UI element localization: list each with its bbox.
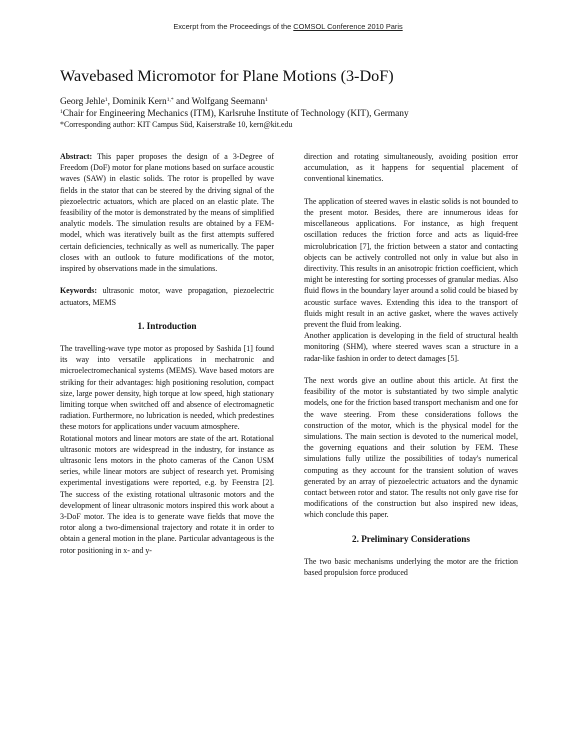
paragraph: The application of steered waves in elastic solids is not bounded to the present motor. Besides, there are innumerous ideas for miscellaneous applications. For instance, as high frequent oscillation reduces the friction force and acts as liquid-free microlubrication [7], the friction between a stator and contacting objects can be actively controlled not only in value but also in directivity. This results in an anisotropic friction coefficient, which might be interesting for sorting processes of granular medias. Also fluid flows in the boundary layer around a solid could be biased by acoustic surface waves. Extending this idea to the transport of fluids might result in an active gasket, where the waves actively prevent the fluid from leaking. — [304, 196, 518, 330]
author-affiliation-mark: 1 — [265, 97, 268, 103]
abstract — [60, 151, 274, 274]
paragraph: direction and rotating simultaneously, avoiding position error accumulation, as it happens for sequential placement of conventional kinematics. — [304, 152, 518, 184]
keywords-text: ultrasonic motor, wave propagation, piezoelectric actuators, MEMS — [60, 286, 274, 307]
author-name: Wolfgang Seemann — [191, 97, 266, 107]
author-name: Dominik Kern — [112, 97, 167, 107]
affiliation-text: Chair for Engineering Mechanics (ITM), Karlsruhe Institute of Technology (KIT), Germany — [62, 109, 409, 119]
affiliation-mark: 1 — [60, 109, 63, 115]
paragraph: The two basic mechanisms underlying the motor are the friction based propulsion force produced — [304, 556, 518, 578]
author-affiliation-mark: 1 — [104, 97, 108, 103]
section-heading-preliminary: 2. Preliminary Considerations — [352, 533, 470, 544]
proceedings-header — [0, 22, 576, 31]
section-heading-introduction: 1. Introduction — [137, 320, 197, 331]
author-separator: , — [107, 97, 113, 107]
paragraph: The next words give an outline about this article. At first the feasibility of the motor is substantiated by two simple analytic models, one for the friction based transport mechanism and one for the wave steering. From these considerations follows the construction of the motor, which is the physical model for the simulations. The main section is devoted to the numerical model, the governing equations and their solution by FEM. These simulations fully utilize the possibilities of today's numerical computing as they account for the transient solution of waves generated by an array of piezoelectric actuators and the dynamic contact between rotor and stator. The results not only gave rise for modifications of the construction but also inspired new ideas, which conclude this paper. — [304, 376, 518, 520]
right-column — [304, 151, 518, 578]
header-prefix: Excerpt from the Proceedings of the — [173, 22, 294, 31]
abstract-label: Abstract: — [60, 152, 93, 161]
conference-link[interactable]: COMSOL Conference 2010 Paris — [293, 22, 403, 31]
keywords — [60, 285, 274, 307]
affiliation — [60, 108, 540, 120]
paragraph: The travelling-wave type motor as proposed by Sashida [1] found its way into versatile applications in mechatronic and microelectromechanical systems (MEMS). Wave based motors are striking for their advantages: high positioning resolution, compact size, large power density, high torque at low speed, high stationary limiting torque when switched off and absence of electromagnetic radiation. Furthermore, no lubrication is needed, which predestines these motors for applications under vacuum atmosphere. — [60, 344, 274, 432]
paragraph: Another application is developing in the field of structural health monitoring (SHM), where steered waves scan a structure in a radar-like fashion in order to detect damages [5]. — [304, 331, 518, 363]
author-affiliation-mark: 1,* — [166, 97, 174, 103]
author-name: Georg Jehle — [60, 97, 105, 107]
author-list — [60, 96, 530, 108]
left-column — [60, 151, 274, 556]
paper-title: Wavebased Micromotor for Plane Motions (3-DoF) — [60, 67, 394, 85]
keywords-label: Keywords: — [60, 286, 98, 296]
corresponding-author: *Corresponding author: KIT Campus Süd, Kaiserstraße 10, kern@kit.edu — [60, 120, 293, 129]
abstract-text: This paper proposes the design of a 3-Degree of Freedom (DoF) motor for plane motions based on surface acoustic waves (SAW) in elastic solids. The rotor is propelled by wave fields in the stator that can be steered by the driving signal of the piezoelectric actuators, which are placed on an elastic plate. The feasibility of the motor is demonstrated by the means of simplified analytic models. The simulation results are obtained by a FEM-model, which was iteratively built as the first attempts suffered certain deficiencies, technically as well as numerically. The paper closes with an outlook to future modifications of the motor, inspired by observations made in the simulations. — [60, 152, 274, 274]
paragraph: Rotational motors and linear motors are state of the art. Rotational ultrasonic motors are widespread in the industry, for instance as ultrasonic lens motors in the photo cameras of the Canon USM series, while linear motors are subject of research yet. Promising experimental investigations were reported, e.g. by Feenstra [2]. The success of the existing rotational ultrasonic motors and the development of linear ultrasonic motors inspired this work about a 3-DoF motor. The idea is to generate wave fields that move the rotor along a two-dimensional trajectory and rotate it in order to obtain a general motion in the plane. Particular advantageous is the rotor positioning in x- and y- — [60, 433, 274, 555]
author-separator: and — [173, 97, 192, 107]
